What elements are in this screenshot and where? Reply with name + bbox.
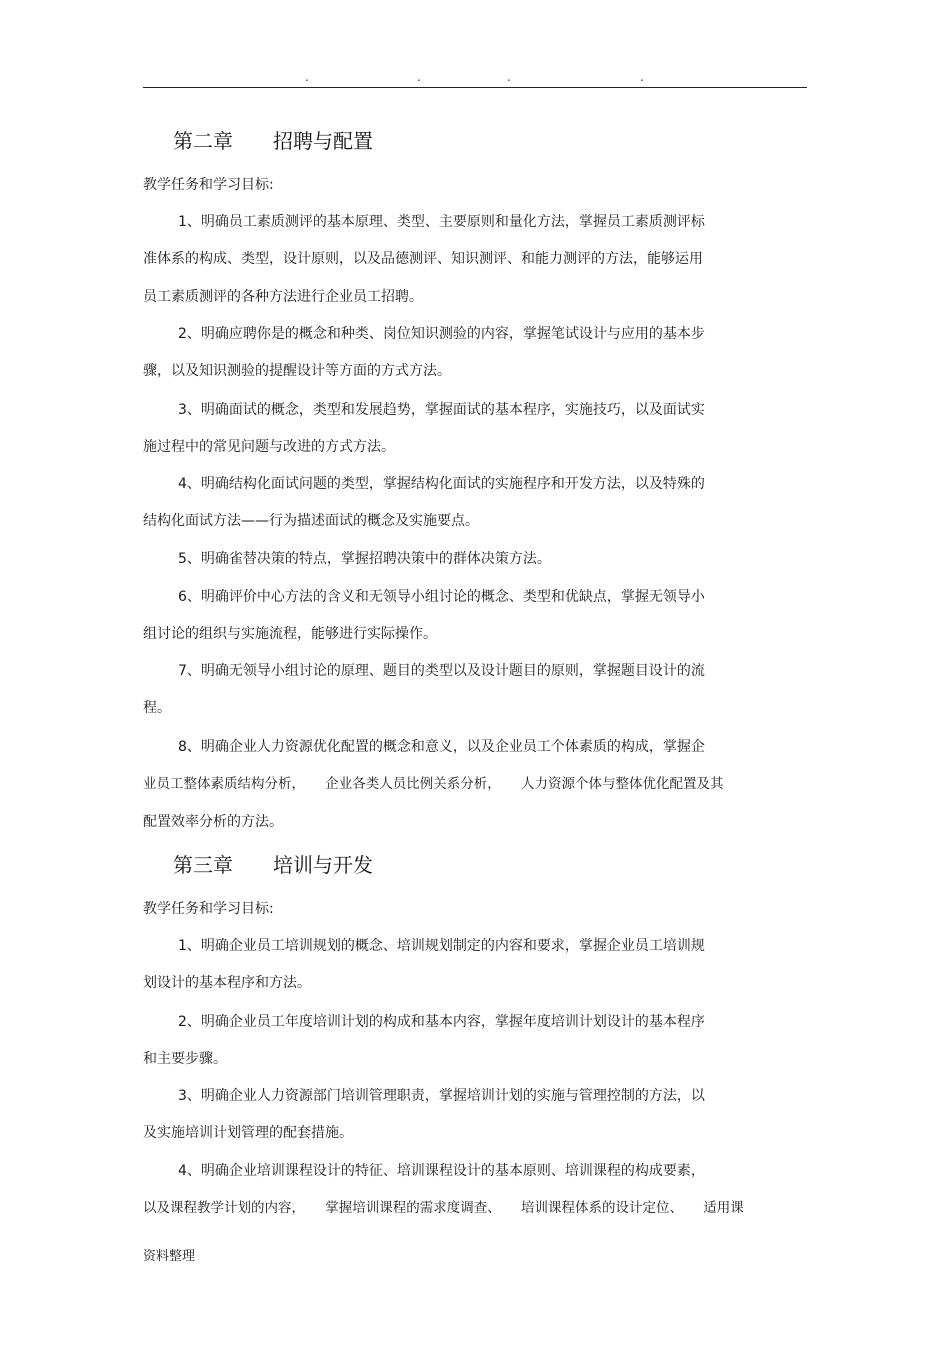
paragraph-line: 程。 — [143, 700, 171, 716]
paragraph-line: 以及课程教学计划的内容， 掌握培训课程的需求度调查、 培训课程体系的设计定位、 适用课 — [143, 1200, 744, 1216]
paragraph-line: 员工素质测评的各种方法进行企业员工招聘。 — [143, 289, 423, 305]
paragraph-line: 6、明确评价中心方法的含义和无领导小组讨论的概念、类型和优缺点，掌握无领导小 — [178, 589, 705, 605]
paragraph-line: 配置效率分析的方法。 — [143, 814, 283, 830]
chapter-3-intro: 教学任务和学习目标: — [143, 901, 274, 917]
paragraph-line: 准体系的构成、类型，设计原则，以及品德测评、知识测评、和能力测评的方法，能够运用 — [143, 251, 703, 267]
header-rule — [143, 87, 807, 88]
paragraph-line: 7、明确无领导小组讨论的原理、题目的类型以及设计题目的原则，掌握题目设计的流 — [178, 663, 705, 679]
footer-text: 资料整理 — [143, 1249, 196, 1264]
paragraph-line: 4、明确企业培训课程设计的特征、培训课程设计的基本原则、培训课程的构成要素， — [178, 1163, 705, 1179]
paragraph-line: 1、明确员工素质测评的基本原理、类型、主要原则和量化方法，掌握员工素质测评标 — [178, 214, 705, 230]
header-dot: . — [507, 70, 511, 84]
paragraph-line: 骤，以及知识测验的提醒设计等方面的方式方法。 — [143, 363, 451, 379]
paragraph-line: 8、明确企业人力资源优化配置的概念和意义，以及企业员工个体素质的构成，掌握企 — [178, 739, 705, 755]
paragraph-line: 组讨论的组织与实施流程，能够进行实际操作。 — [143, 626, 437, 642]
paragraph-line: 4、明确结构化面试问题的类型，掌握结构化面试的实施程序和开发方法，以及特殊的 — [178, 476, 705, 492]
paragraph-line: 施过程中的常见问题与改进的方式方法。 — [143, 439, 395, 455]
paragraph-line: 5、明确雀替决策的特点，掌握招聘决策中的群体决策方法。 — [178, 551, 551, 567]
paragraph-line: 和主要步骤。 — [143, 1051, 227, 1067]
paragraph-line: 1、明确企业员工培训规划的概念、培训规划制定的内容和要求，掌握企业员工培训规 — [178, 938, 705, 954]
paragraph-line: 2、明确企业员工年度培训计划的构成和基本内容，掌握年度培训计划设计的基本程序 — [178, 1014, 705, 1030]
paragraph-line: 3、明确面试的概念，类型和发展趋势，掌握面试的基本程序，实施技巧，以及面试实 — [178, 402, 705, 418]
paragraph-line: 及实施培训计划管理的配套措施。 — [143, 1125, 353, 1141]
chapter-3-title: 第三章 培训与开发 — [173, 853, 373, 877]
paragraph-line: 3、明确企业人力资源部门培训管理职责，掌握培训计划的实施与管理控制的方法，以 — [178, 1088, 705, 1104]
paragraph-line: 结构化面试方法——行为描述面试的概念及实施要点。 — [143, 513, 479, 529]
paragraph-line: 业员工整体素质结构分析， 企业各类人员比例关系分析， 人力资源个体与整体优化配置及其 — [143, 776, 724, 792]
header-dot: . — [417, 70, 421, 84]
paragraph-line: 划设计的基本程序和方法。 — [143, 975, 311, 991]
paragraph-line: 2、明确应聘你是的概念和种类、岗位知识测验的内容，掌握笔试设计与应用的基本步 — [178, 326, 705, 342]
chapter-2-intro: 教学任务和学习目标: — [143, 177, 274, 193]
header-dot: . — [640, 70, 644, 84]
header-dot: . — [305, 70, 309, 84]
chapter-2-title: 第二章 招聘与配置 — [173, 129, 373, 153]
